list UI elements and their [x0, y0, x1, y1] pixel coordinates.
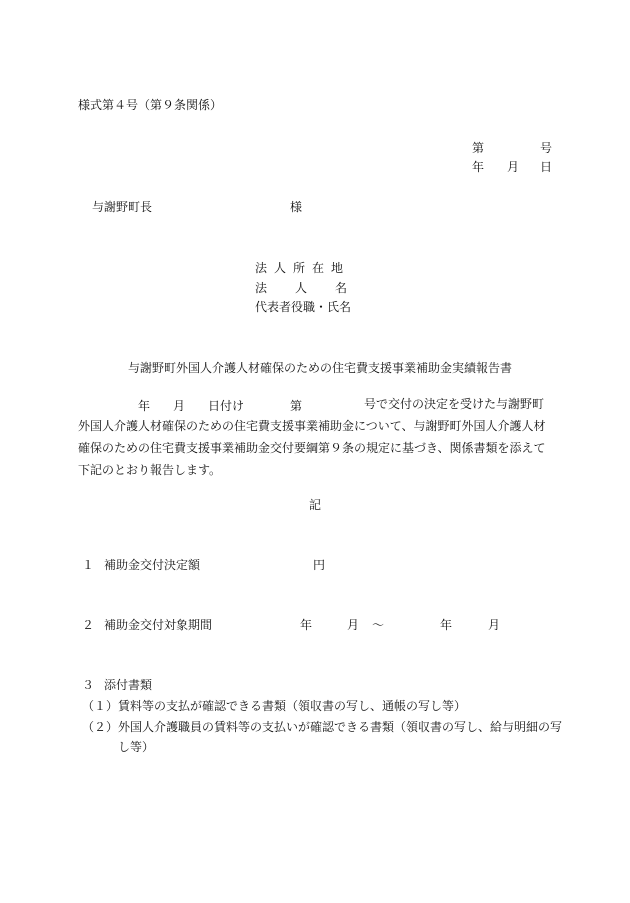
date-day: 日	[540, 160, 553, 174]
body-dai: 第	[290, 399, 303, 413]
item2-number: ２	[82, 618, 95, 632]
body-paragraph: 号で交付の決定を受けた与謝野町外国人介護人材確保のための住宅費支援事業補助金について、与謝野町外国人介護人材確保のための住宅費支援事業補助金交付要綱第９条の規定に基づき、関係書類を添えて下記のとおり報告します。	[78, 397, 546, 477]
item1-number: １	[82, 558, 95, 572]
ki-heading: 記	[309, 498, 322, 512]
item2-tilde: ～	[372, 618, 385, 632]
number-suffix: 号	[540, 141, 553, 155]
item3-sub1-text: 賃料等の支払が確認できる書類（領収書の写し、通帳の写し等）	[118, 699, 467, 713]
corporation-name-label-2: 人	[294, 281, 307, 295]
item2-year1: 年	[300, 618, 313, 632]
item3-number: ３	[82, 678, 95, 692]
body-year: 年	[138, 399, 151, 413]
item2-month2: 月	[488, 618, 501, 632]
body-day-ref: 日付け	[208, 399, 245, 413]
corporation-address-label: 法人所在地	[255, 261, 351, 275]
item2-label: 補助金交付対象期間	[104, 618, 213, 632]
date-month: 月	[507, 160, 520, 174]
item1-unit: 円	[313, 558, 326, 572]
item3-sub1-number: （１）	[82, 699, 119, 713]
number-prefix: 第	[472, 141, 485, 155]
item3-sub2-continuation: し等）	[118, 740, 155, 754]
corporation-name-label-3: 名	[334, 281, 347, 295]
item2-month1: 月	[347, 618, 360, 632]
item1-label: 補助金交付決定額	[104, 558, 201, 572]
body-month: 月	[173, 399, 186, 413]
date-year: 年	[472, 160, 485, 174]
item3-sub2-number: （２）	[82, 720, 119, 734]
corporation-name-label-1: 法	[255, 281, 268, 295]
item3-label: 添付書類	[104, 678, 153, 692]
form-id: 様式第４号（第９条関係）	[78, 98, 223, 112]
representative-label: 代表者役職・氏名	[255, 300, 352, 314]
addressee-honorific: 様	[290, 200, 303, 214]
addressee-name: 与謝野町長	[92, 200, 153, 214]
document-title: 与謝野町外国人介護人材確保のための住宅費支援事業補助金実績報告書	[128, 361, 513, 375]
item3-sub2-text: 外国人介護職員の賃料等の支払いが確認できる書類（領収書の写し、給与明細の写	[118, 720, 563, 734]
item2-year2: 年	[440, 618, 453, 632]
